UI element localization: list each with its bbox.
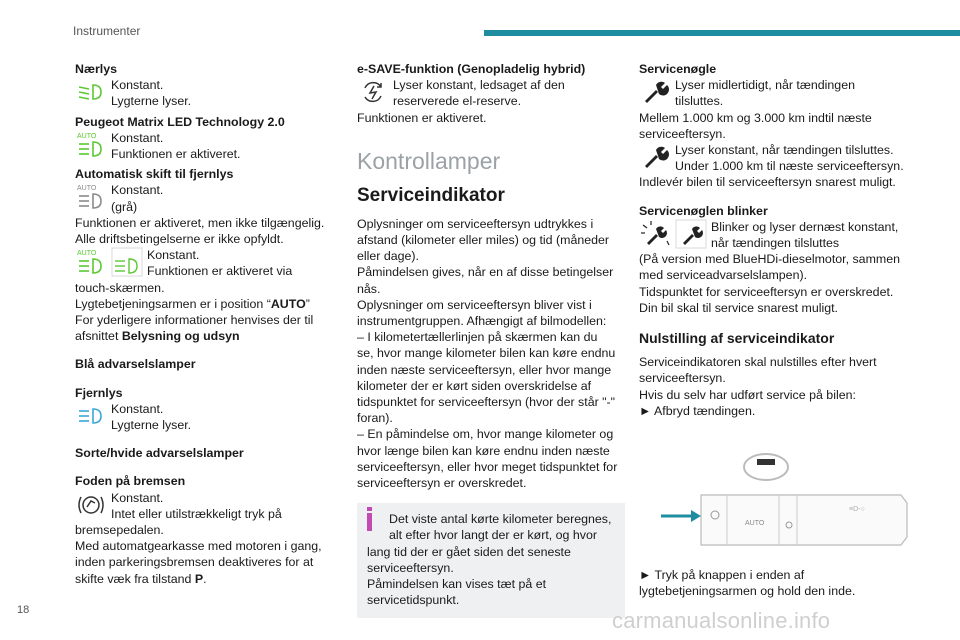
heading-esave: e-SAVE-funktion (Genopladelig hybrid) <box>357 62 586 76</box>
heading-service-key: Servicenøgle <box>639 62 717 76</box>
esave-line-1: Lyser konstant, ledsaget af den <box>393 78 565 93</box>
esave-row <box>357 77 625 109</box>
auto-high-beam-text-5: For yderligere informationer henvises der til <box>75 313 314 328</box>
wrench-icon <box>639 142 671 172</box>
service-line: kilometer der er kørt siden overskridelse af <box>357 378 592 393</box>
info-icon <box>367 513 372 531</box>
note-line: lang tid der er gået siden det seneste <box>367 544 571 559</box>
note-line: servicetidspunkt. <box>367 593 460 608</box>
service-line: eller dage). <box>357 249 419 264</box>
svg-text:≡D-○: ≡D-○ <box>849 506 865 514</box>
auto-high-beam-text-4: Lygtebetjeningsarmen er i position “AUTO” <box>75 296 310 311</box>
service-paragraphs <box>357 216 625 491</box>
wrench-flashing-icon <box>639 219 671 249</box>
stalk-body <box>701 495 907 545</box>
svg-text:AUTO: AUTO <box>745 520 765 528</box>
auto-high-beam-desc-2: Funktionen er aktiveret via <box>147 264 293 279</box>
svg-text:AUTO: AUTO <box>77 250 97 258</box>
heading-bw-warnings: Sorte/hvide advarselslamper <box>75 446 244 461</box>
heading-foot-on-brake: Foden på bremsen <box>75 474 186 489</box>
header-accent-bar <box>484 30 960 36</box>
auto-high-beam-text-6: afsnittet Belysning og udsyn <box>75 329 240 344</box>
service-line: serviceeftersyn, eller hvor meget tidspunktet for <box>357 459 618 474</box>
steering-wheel-icon <box>744 454 788 480</box>
matrix-led-status: Konstant. <box>111 130 164 145</box>
service-key-line-2: tilsluttes. <box>675 94 724 109</box>
service-line: serviceeftersyn er overskredet. <box>357 476 527 491</box>
auto-high-beam-row-green <box>75 247 330 279</box>
column-left <box>75 57 330 587</box>
foot-brake-text-3: inden parkeringsbremsen deaktiveres for at <box>75 555 314 570</box>
service-key-flashing-row <box>639 219 914 251</box>
service-key-row-1 <box>639 77 914 109</box>
auto-high-beam-text-2: Alle driftsbetingelserne er ikke opfyldt. <box>75 232 284 247</box>
note-line: serviceeftersyn. <box>367 560 454 575</box>
service-line: – I kilometertællerlinjen på skærmen kan du <box>357 330 598 345</box>
foot-brake-row <box>75 490 330 522</box>
service-key-flash-text-2: med serviceadvarselslampen). <box>639 268 808 283</box>
high-beam-status: Konstant. <box>111 401 164 416</box>
watermark: carmanualsonline.info <box>612 608 831 633</box>
column-middle <box>357 57 625 618</box>
low-beam-icon <box>75 77 107 107</box>
service-key-flash-text-4: Din bil skal til service snarest muligt. <box>639 300 839 315</box>
service-key-text-2: serviceeftersyn. <box>639 126 726 141</box>
auto-headlamp-green-icon <box>75 130 107 160</box>
matrix-led-row <box>75 130 330 162</box>
heading-high-beam: Fjernlys <box>75 385 123 400</box>
svg-text:AUTO: AUTO <box>77 185 97 193</box>
reset-text-2: serviceeftersyn. <box>639 371 726 386</box>
service-line: Oplysninger om serviceeftersyn udtrykkes i <box>357 216 594 231</box>
heading-service-key-flashing: Servicenøglen blinker <box>639 203 768 218</box>
wrench-icon <box>639 77 671 107</box>
auto-high-beam-text-3: touch-skærmen. <box>75 280 165 295</box>
foot-brake-text-4: skifte væk fra tilstand P. <box>75 571 207 586</box>
subtitle-service-indicator: Serviceindikator <box>357 184 505 206</box>
note-line: Påmindelsen kan vises tæt på et <box>367 577 547 592</box>
auto-high-beam-text-1: Funktionen er aktiveret, men ikke tilgængelig. <box>75 215 325 230</box>
service-key-text-1: Mellem 1.000 km og 3.000 km indtil næste <box>639 110 872 125</box>
service-line: foran). <box>357 411 393 426</box>
low-beam-desc: Lygterne lyser. <box>111 94 192 109</box>
high-beam-desc: Lygterne lyser. <box>111 418 192 433</box>
service-key-line-1: Lyser midlertidigt, når tændingen <box>675 78 855 93</box>
wrench-outline-icon <box>675 219 707 249</box>
service-line: afstand (kilometer eller miles) og tid (måneder <box>357 233 610 248</box>
heading-auto-high-beam: Automatisk skift til fjernlys <box>75 167 234 182</box>
auto-headlamp-green-icon <box>75 247 107 277</box>
service-key-text-3: Indlevér bilen til serviceeftersyn snarest muligt. <box>639 175 896 190</box>
reset-bullet-2: ► Tryk på knappen i enden af <box>639 568 805 583</box>
service-line: nås. <box>357 281 381 296</box>
service-line: tidspunktet for serviceeftersyn (hvor der står "-" <box>357 395 616 410</box>
service-key-flash-text-1: (På version med BlueHDi-dieselmotor, sammen <box>639 252 900 267</box>
reset-bullet-2-cont: lygtebetjeningsarmen og hold den inde. <box>639 584 856 599</box>
header-section-title: Instrumenter <box>73 24 141 38</box>
service-line: hvor længe bilen kan køre endnu inden næste <box>357 443 610 458</box>
lighting-stalk-illustration <box>639 433 914 561</box>
arrow-icon <box>661 510 701 522</box>
info-note-box <box>357 503 625 618</box>
service-key-line-4: Under 1.000 km til næste serviceeftersyn. <box>675 159 904 174</box>
page-number: 18 <box>17 604 30 616</box>
heading-blue-warnings: Blå advarselslamper <box>75 357 196 372</box>
foot-brake-text-1: bremsepedalen. <box>75 523 164 538</box>
matrix-led-desc: Funktionen er aktiveret. <box>111 147 241 162</box>
esave-icon <box>357 77 389 107</box>
foot-brake-status: Konstant. <box>111 490 164 505</box>
high-beam-outline-icon <box>111 247 143 277</box>
service-line: se, hvor mange kilometer bilen kan køre endnu <box>357 346 616 361</box>
service-key-flash-line-1: Blinker og lyser dernæst konstant, <box>711 219 899 234</box>
service-line: – En påmindelse om, hvor mange kilometer og <box>357 427 614 442</box>
stalk-diagram-svg <box>639 433 914 557</box>
low-beam-row <box>75 77 330 109</box>
service-line: Påmindelsen gives, når en af disse betingelser <box>357 265 614 280</box>
reset-text-3: Hvis du selv har udført service på bilen: <box>639 387 856 402</box>
service-key-line-3: Lyser konstant, når tændingen tilsluttes. <box>675 143 894 158</box>
reset-bullet-1: ► Afbryd tændingen. <box>639 403 756 418</box>
service-line: inden næste serviceeftersyn, eller hvor mange <box>357 362 612 377</box>
heading-low-beam: Nærlys <box>75 62 118 76</box>
service-line: Oplysninger om serviceeftersyn bliver vist i <box>357 297 592 312</box>
auto-headlamp-grey-icon <box>75 182 107 212</box>
note-line: alt efter hvor langt der er kørt, og hvor <box>389 528 597 543</box>
foot-brake-text-2: Med automatgearkasse med motoren i gang, <box>75 539 322 554</box>
service-key-flash-line-2: når tændingen tilsluttes <box>711 236 840 251</box>
service-line: instrumentgruppen. Afhængigt af bilmodellen: <box>357 314 607 329</box>
service-key-row-2 <box>639 142 914 174</box>
esave-line-2: reserverede el-reserve. <box>393 94 522 109</box>
section-title: Kontrollamper <box>357 147 501 174</box>
low-beam-status: Konstant. <box>111 78 164 93</box>
high-beam-blue-icon <box>75 401 107 431</box>
subtitle-reset-indicator: Nulstilling af serviceindikator <box>639 330 835 347</box>
reset-text-1: Serviceindikatoren skal nulstilles efter hvert <box>639 355 877 370</box>
svg-text:AUTO: AUTO <box>77 132 97 140</box>
auto-high-beam-grey-label: (grå) <box>111 199 138 214</box>
note-line: Det viste antal kørte kilometer beregnes, <box>389 512 612 527</box>
auto-high-beam-status-2: Konstant. <box>147 248 200 263</box>
column-right <box>639 57 914 600</box>
auto-high-beam-status: Konstant. <box>111 183 164 198</box>
foot-on-brake-icon <box>75 490 107 520</box>
heading-matrix-led: Peugeot Matrix LED Technology 2.0 <box>75 114 285 129</box>
high-beam-row <box>75 401 330 433</box>
foot-brake-desc: Intet eller utilstrækkeligt tryk på <box>111 506 282 521</box>
service-key-flash-text-3: Tidspunktet for serviceeftersyn er overskredet. <box>639 284 894 299</box>
esave-text: Funktionen er aktiveret. <box>357 110 487 125</box>
auto-high-beam-row-grey <box>75 182 330 214</box>
